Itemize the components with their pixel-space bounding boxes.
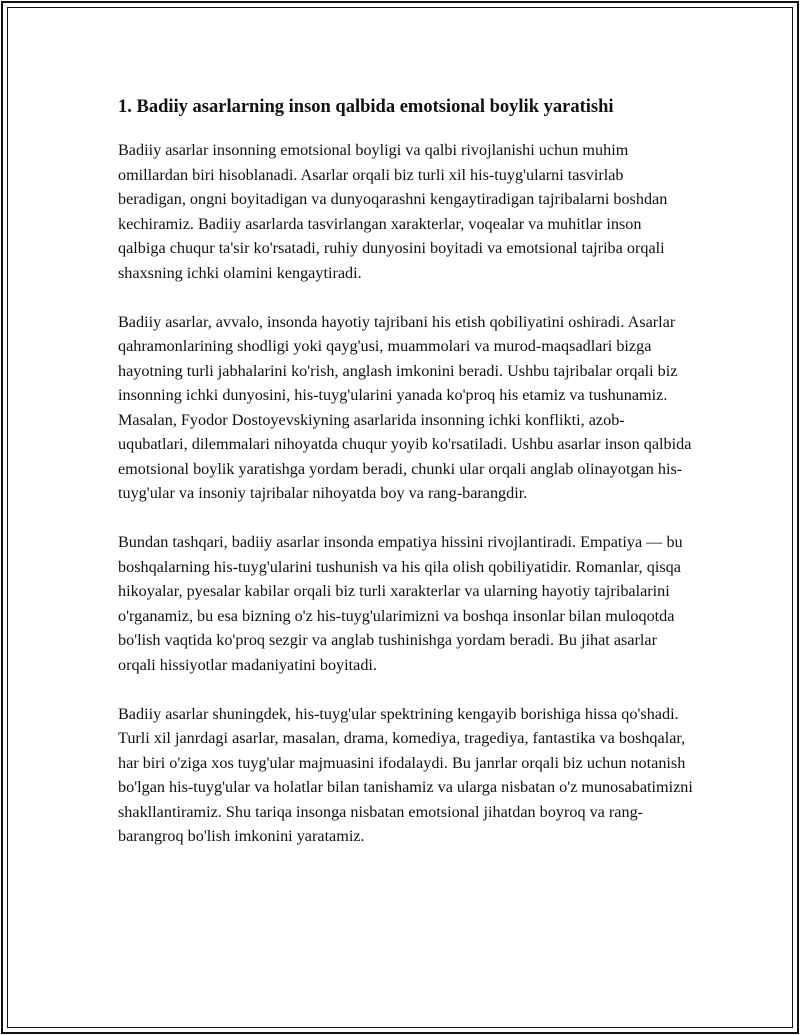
paragraph-2: Badiiy asarlar, avvalo, insonda hayotiy tajribani his etish qobiliyatini oshiradi. Asarlar qahramonlarining shodligi yoki qayg'usi, muammolari va murod-maqsadlari bizga hayotning turli jabhalarini ko'rish, anglash imkonini beradi. Ushbu tajribalar orqali biz insonning ichki dunyosini, his-tuyg'ularini yanada ko'proq his etamiz va tushunamiz. Masalan, Fyodor Dostoyevskiyning asarlarida insonning ichki konflikti, azob-uqubatlari, dilemmalari nihoyatda chuqur yoyib ko'rsatiladi. Ushbu asarlar inson qalbida emotsional boylik yaratishga yordam beradi, chunki ular orqali anglab olinayotgan his-tuyg'ular va insoniy tajribalar nihoyatda boy va rang-barangdir. [118,312,692,502]
paragraph-4: Badiiy asarlar shuningdek, his-tuyg'ular spektrining kengayib borishiga hissa qo'shadi. Turli xil janrdagi asarlar, masalan, drama, komediya, tragediya, fantastika va boshqalar, har biri o'ziga xos tuyg'ular majmuasini ifodalaydi. Bu janrlar orqali biz uchun notanish bo'lgan his-tuyg'ular va holatlar bilan tanishamiz va ularga nisbatan o'z munosabatimizni shakllantiramiz. Shu tariqa insonga nisbatan emotsional jihatdan boyroq va rang-barangroq bo'lish imkonini yaratamiz. [118,704,693,845]
document-body [118,94,693,873]
paragraph-1: Badiiy asarlar insonning emotsional boyligi va qalbi rivojlanishi uchun muhim omillardan biri hisoblanadi. Asarlar orqali biz turli xil his-tuyg'ularni tasvirlab beradigan, ongni boyitadigan va dunyoqarashni kengaytiradigan tajribalarni boshdan kechiramiz. Badiiy asarlarda tasvirlangan xarakterlar, voqealar va muhitlar inson qalbiga chuqur ta'sir ko'rsatadi, ruhiy dunyosini boyitadi va emotsional tajriba orqali shaxsning ichki olamini kengaytiradi. [118,141,668,282]
section-heading: 1. Badiiy asarlarning inson qalbida emotsional boylik yaratishi [118,97,614,117]
paragraph-3: Bundan tashqari, badiiy asarlar insonda empatiya hissini rivojlantiradi. Empatiya — bu boshqalarning his-tuyg'ularini tushunish va his qila olish qobiliyatidir. Romanlar, qisqa hikoyalar, pyesalar kabilar orqali biz turli xarakterlar va ularning hayotiy tajribalarini o'rganamiz, bu esa bizning o'z his-tuyg'ularimizni va boshqa insonlar bilan muloqotda bo'lish vaqtida ko'proq sezgir va anglab tushinishga yordam beradi. Bu jihat asarlar orqali hissiyotlar madaniyatini boyitadi. [118,533,683,674]
